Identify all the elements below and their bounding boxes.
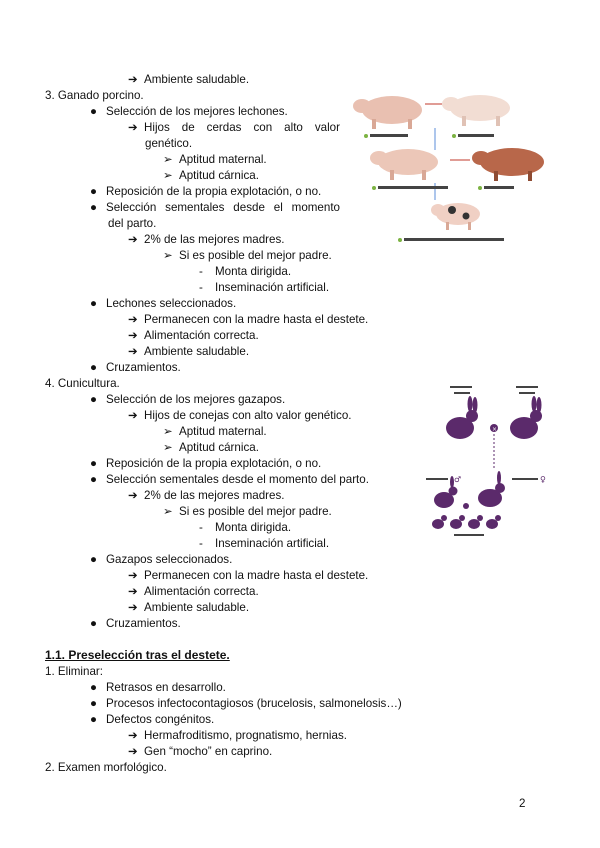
list-item: ● Selección sementales desde el momento [90, 201, 340, 214]
list-item: ● Lechones seleccionados. [90, 297, 237, 310]
pig-icon [353, 96, 422, 129]
list-item-cont: del parto. [108, 217, 157, 230]
list-item: ➢ Aptitud maternal. [163, 153, 267, 166]
list-item: ● Cruzamientos. [90, 361, 181, 374]
section-cunicultura: 4. Cunicultura. [45, 377, 120, 390]
list-item: ● Selección sementales desde el momento del parto. [90, 473, 369, 486]
rabbit-icon [446, 396, 478, 439]
rabbit-icon [510, 396, 542, 439]
pig-icon [431, 203, 480, 230]
list-item: ➔ Permanecen con la madre hasta el destete. [128, 313, 369, 326]
list-item: - Monta dirigida. [199, 521, 292, 534]
list-item: ➔ Alimentación correcta. [128, 329, 259, 342]
section-eliminar: 1. Eliminar: [45, 665, 103, 678]
list-item: ➔ Permanecen con la madre hasta el destete. [128, 569, 369, 582]
pig-icon [442, 95, 510, 126]
list-item: - Inseminación artificial. [199, 537, 330, 550]
list-item: ➢ Aptitud cárnica. [163, 441, 259, 454]
section-examen: 2. Examen morfológico. [45, 761, 167, 774]
list-item: ● Procesos infectocontagiosos (brucelosis, salmonelosis…) [90, 697, 402, 710]
list-item: - Inseminación artificial. [199, 281, 330, 294]
line-ambiente-1: ➔ Ambiente saludable. [128, 73, 250, 86]
list-item: ➔ Hijos de conejas con alto valor genético. [128, 409, 352, 422]
list-item: ● Defectos congénitos. [90, 713, 215, 726]
pig-icon [370, 149, 438, 180]
list-item: ● Selección de los mejores lechones. [90, 105, 288, 118]
list-item: ● Reposición de la propia explotación, o no. [90, 185, 322, 198]
list-item: - Monta dirigida. [199, 265, 292, 278]
svg-text:♂: ♂ [454, 475, 462, 484]
list-item: ● Selección de los mejores gazapos. [90, 393, 286, 406]
list-item: ➢ Si es posible del mejor padre. [163, 505, 332, 518]
rabbit-icon [478, 471, 505, 507]
section-porcino: 3. Ganado porcino. [45, 89, 144, 102]
svg-text:×: × [492, 426, 498, 433]
list-item: ● Reposición de la propia explotación, o no. [90, 457, 322, 470]
list-item: ➢ Aptitud cárnica. [163, 169, 259, 182]
list-item: ➔ Ambiente saludable. [128, 345, 250, 358]
list-item: ● Cruzamientos. [90, 617, 181, 630]
list-item: ➔ Ambiente saludable. [128, 601, 250, 614]
list-item: ➔ Gen “mocho” en caprino. [128, 745, 273, 758]
pig-icon [472, 148, 544, 181]
list-item-cont: genético. [145, 137, 193, 150]
list-item: ➔ 2% de las mejores madres. [128, 489, 285, 502]
list-item: ● Retrasos en desarrollo. [90, 681, 226, 694]
list-item: ➔ Hermafroditismo, prognatismo, hernias. [128, 729, 347, 742]
rabbit-crossbreeding-figure [420, 378, 560, 538]
list-item: ● Gazapos seleccionados. [90, 553, 233, 566]
list-item: ➔ Alimentación correcta. [128, 585, 259, 598]
list-item: ➔ Hijos de cerdas con alto valor [128, 121, 340, 134]
heading-preseleccion: 1.1. Preselección tras el destete. [45, 648, 230, 662]
pig-crossbreeding-figure [350, 88, 560, 248]
svg-text:♀: ♀ [540, 475, 546, 484]
list-item: ➢ Aptitud maternal. [163, 425, 267, 438]
list-item: ➔ 2% de las mejores madres. [128, 233, 285, 246]
list-item: ➢ Si es posible del mejor padre. [163, 249, 332, 262]
rabbit-offspring-icons [432, 515, 501, 529]
page-number: 2 [519, 797, 526, 810]
